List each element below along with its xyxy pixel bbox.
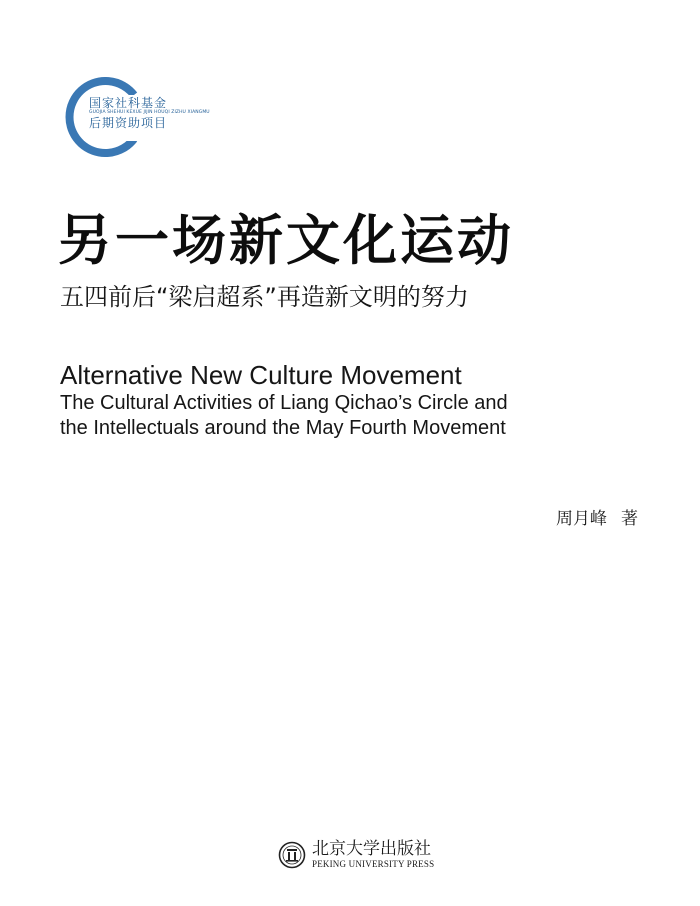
- badge-pinyin: GUOJIA SHEHUI KEXUE JIJIN HOUQI ZIZHU XIANGMU: [89, 110, 210, 115]
- publisher-name: [312, 840, 434, 870]
- badge-line2: 后期资助项目: [89, 116, 168, 130]
- english-title-block: [60, 359, 508, 441]
- badge-line1: 国家社科基金: [89, 96, 168, 110]
- author-name: 周月峰: [556, 509, 607, 529]
- funding-badge: [62, 77, 212, 157]
- book-subtitle-cn: 五四前后“梁启超系”再造新文明的努力: [60, 283, 469, 311]
- book-title-en: Alternative New Culture Movement: [60, 360, 462, 390]
- author-line: [556, 508, 638, 530]
- publisher-name-en: PEKING UNIVERSITY PRESS: [312, 859, 435, 869]
- badge-text: [89, 97, 210, 130]
- author-role: 著: [621, 509, 638, 529]
- publisher-name-cn: 北京大学出版社: [312, 839, 431, 859]
- peking-university-seal-icon: [278, 841, 306, 869]
- book-title-cn: 另一场新文化运动: [58, 208, 514, 272]
- book-subtitle-en-line1: The Cultural Activities of Liang Qichao’s Circle and: [60, 392, 508, 414]
- publisher: [278, 838, 434, 872]
- book-subtitle-en-line2: the Intellectuals around the May Fourth Movement: [60, 417, 506, 439]
